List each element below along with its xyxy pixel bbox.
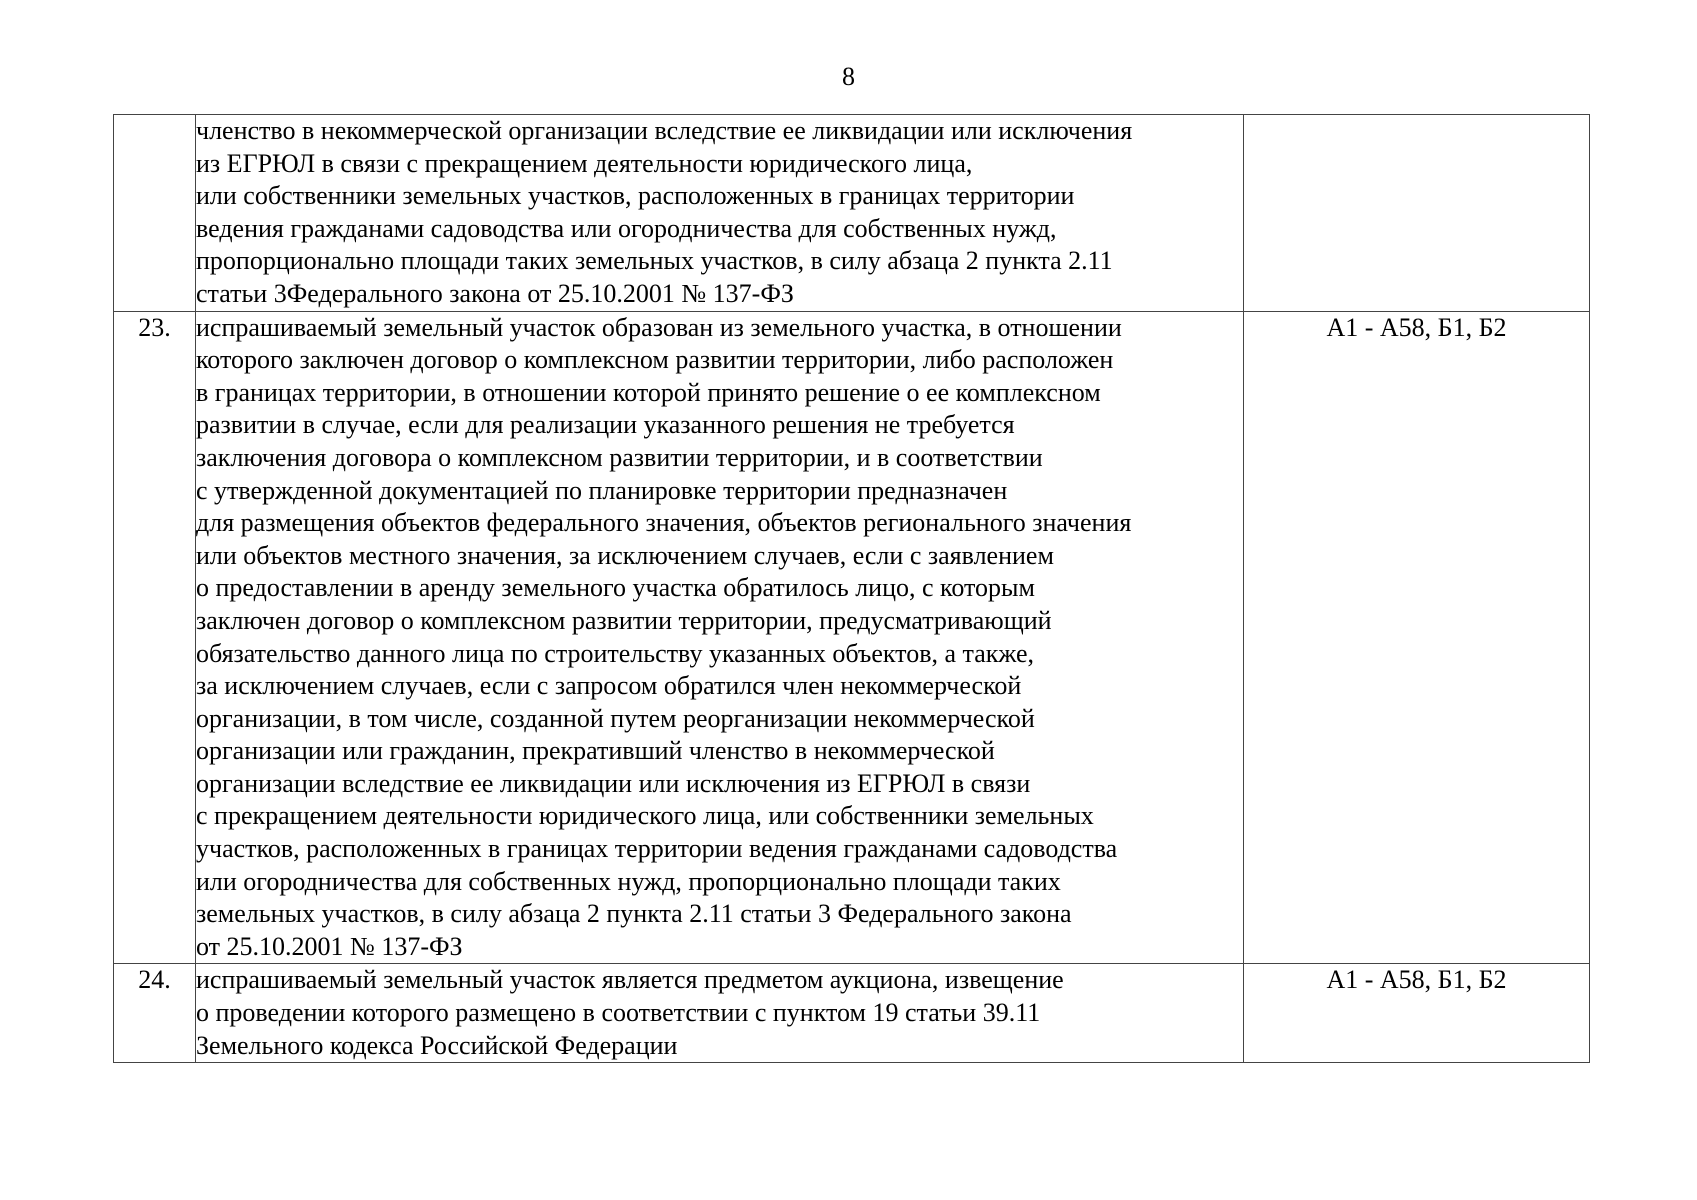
text-line: участков, расположенных в границах территории ведения гражданами садоводства [196,834,1118,864]
text-line: о проведении которого размещено в соответствии с пунктом 19 статьи 39.11 [196,998,1041,1028]
text-line: от 25.10.2001 № 137-ФЗ [196,931,463,961]
row-number: 23. [114,311,196,964]
text-line: о предоставлении в аренду земельного участка обратилось лицо, с которым [196,573,1035,603]
row-number: 24. [114,964,196,1063]
table-row [114,964,1590,1063]
row-codes: А1 - А58, Б1, Б2 [1244,964,1590,1063]
requirements-table [113,114,1590,1063]
text-line: организации, в том числе, созданной путем реорганизации некоммерческой [196,703,1035,733]
text-line: в границах территории, в отношении которой принято решение о ее комплексном [196,377,1101,407]
text-line: из ЕГРЮЛ в связи с прекращением деятельности юридического лица, [196,148,973,178]
row-text [196,964,1244,1063]
text-line: или собственники земельных участков, расположенных в границах территории [196,181,1075,211]
row-codes: А1 - А58, Б1, Б2 [1244,311,1590,964]
row-number [114,115,196,312]
text-line: развитии в случае, если для реализации указанного решения не требуется [196,410,1015,440]
text-line: с прекращением деятельности юридического лица, или собственники земельных [196,801,1094,831]
text-line: земельных участков, в силу абзаца 2 пункта 2.11 статьи 3 Федерального закона [196,899,1072,929]
table-row [114,311,1590,964]
text-line: с утвержденной документацией по планировке территории предназначен [196,475,1008,505]
text-line: для размещения объектов федерального значения, объектов регионального значения [196,508,1132,538]
text-line: пропорционально площади таких земельных участков, в силу абзаца 2 пункта 2.11 [196,246,1113,276]
text-line: организации вследствие ее ликвидации или исключения из ЕГРЮЛ в связи [196,768,1031,798]
text-line: обязательство данного лица по строительству указанных объектов, а также, [196,638,1035,668]
text-line: статьи 3Федерального закона от 25.10.2001 № 137-ФЗ [196,278,794,308]
text-line: или огородничества для собственных нужд, пропорционально площади таких [196,866,1061,896]
table-body [114,115,1590,1063]
text-line: ведения гражданами садоводства или огородничества для собственных нужд, [196,213,1057,243]
table-row [114,115,1590,312]
text-line: Земельного кодекса Российской Федерации [196,1030,678,1060]
row-codes [1244,115,1590,312]
text-line: испрашиваемый земельный участок является предметом аукциона, извещение [196,965,1064,995]
text-line: за исключением случаев, если с запросом обратился член некоммерческой [196,671,1022,701]
text-line: испрашиваемый земельный участок образован из земельного участка, в отношении [196,312,1122,342]
row-text [196,311,1244,964]
text-line: которого заключен договор о комплексном развитии территории, либо расположен [196,345,1114,375]
page-number: 8 [842,62,855,91]
text-line: заключен договор о комплексном развитии территории, предусматривающий [196,605,1052,635]
text-line: организации или гражданин, прекративший членство в некоммерческой [196,736,995,766]
row-text [196,115,1244,312]
text-line: или объектов местного значения, за исключением случаев, если с заявлением [196,540,1054,570]
text-line: членство в некоммерческой организации вследствие ее ликвидации или исключения [196,116,1133,145]
text-line: заключения договора о комплексном развитии территории, и в соответствии [196,442,1043,472]
